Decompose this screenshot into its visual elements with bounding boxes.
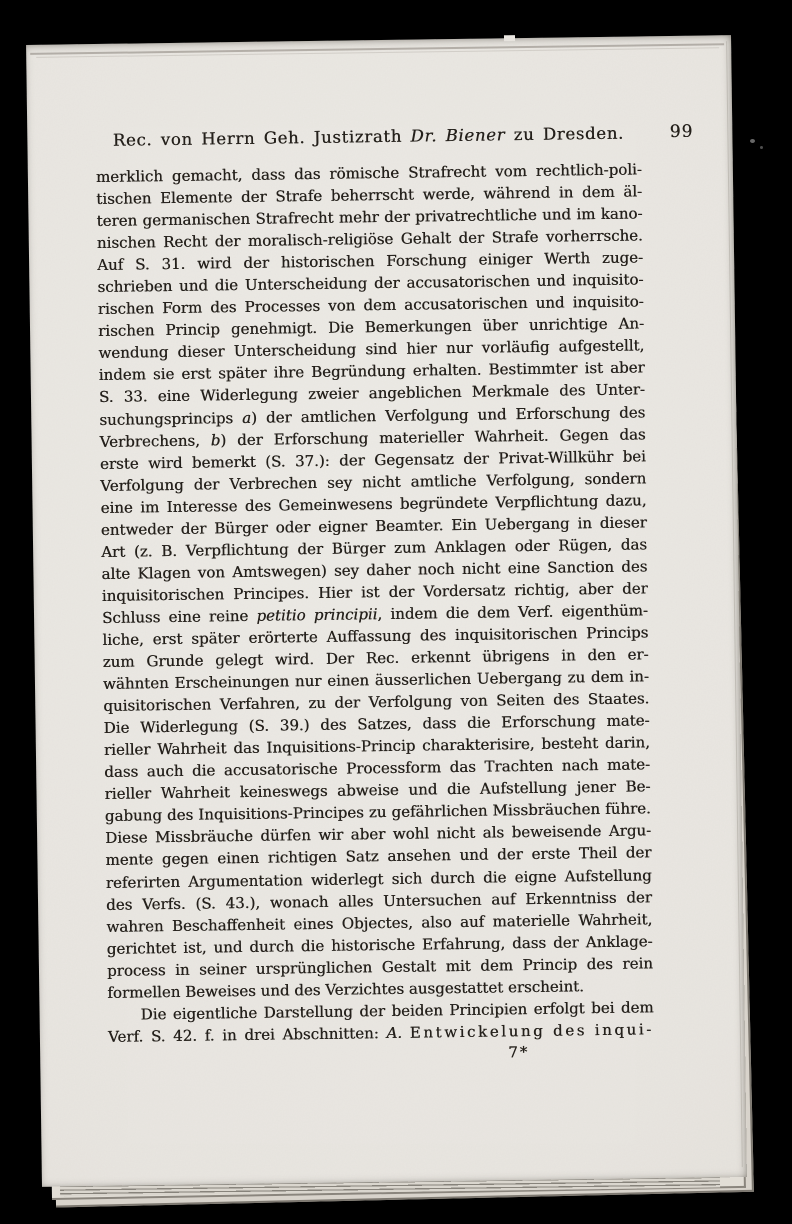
text-line: teren germanischen Strafrecht mehr der privatrechtliche und im kano- (96, 204, 643, 231)
header-title (95, 123, 641, 150)
text-line: dass auch die accusatorische Processform das Trachten nach mate- (104, 755, 651, 782)
header-title-part2: zu Dresden. (505, 123, 625, 145)
body-text (96, 160, 654, 1049)
text-line: Verfolgung der Verbrechen sey nicht amtliche Verfolgung, sondern (100, 469, 647, 495)
text-line: Auf S. 31. wird der historischen Forschung einiger Werth zuge- (97, 248, 644, 275)
text-line: Diese Missbräuche dürfen wir aber wohl nicht als beweisende Argu- (105, 821, 652, 848)
text-line: mente gegen einen richtigen Satz ansehen und der erste Theil der (105, 843, 652, 870)
header-title-part1: Rec. von Herrn Geh. Justizrath (112, 126, 411, 150)
text-line: eine im Interesse des Gemeinwesens begründete Verpflichtung dazu, (100, 491, 647, 517)
text-line: Schluss eine reine petitio principii, indem die dem Verf. eigenthüm- (101, 601, 649, 627)
text-line: inquisitorischen Principes. Hier ist der Vordersatz richtig, aber der (101, 579, 648, 605)
text-line: des Verfs. (S. 43.), wonach alles Untersuchen auf Erkenntniss der (105, 887, 653, 914)
page-number: 99 (669, 121, 694, 142)
text-line: Verf. S. 42. f. in drei Abschnitten: A. Entwickelung des inqui- (107, 1020, 654, 1046)
text-line: rischen Form des Processes von dem accusatorischen und inquisito- (97, 292, 644, 319)
paper-notch (504, 35, 515, 41)
text-line: Die eigentliche Darstellung der beiden Principien erfolgt bei dem (140, 998, 654, 1024)
text-line: rieller Wahrheit keineswegs abweise und die Aufstellung jener Be- (104, 777, 651, 804)
text-line: gabung des Inquisitions-Principes zu gefährlichen Missbräuchen führe. (104, 799, 651, 826)
text-line: Verbrechens, b) der Erforschung materieller Wahrheit. Gegen das (99, 424, 646, 451)
text-line: S. 33. eine Widerlegung zweier angeblichen Merkmale des Unter- (98, 380, 646, 407)
signature-mark: 7* (508, 1043, 530, 1062)
book-page (26, 35, 747, 1187)
text-line: wähnten Erscheinungen nur einen äusserlichen Uebergang zu dem in- (102, 667, 649, 694)
text-line: tischen Elemente der Strafe beherrscht werde, während in dem äl- (96, 182, 643, 209)
text-line: formellen Beweises und des Verzichtes ausgestattet erscheint. (107, 977, 584, 1002)
header-author-name: Dr. Biener (410, 125, 506, 146)
text-line: wendung dieser Unterscheidung sind hier nur vorläufig aufgestellt, (98, 336, 645, 363)
text-line: suchungsprincips a) der amtlichen Verfolgung und Erforschung des (99, 402, 646, 429)
text-line: referirten Argumentation widerlegt sich durch die eigne Aufstellung (105, 865, 652, 892)
text-line: nischen Recht der moralisch-religiöse Gehalt der Strafe vorherrsche. (96, 226, 643, 253)
text-line: alte Klagen von Amtswegen) sey daher noch nicht eine Sanction des (101, 557, 648, 583)
text-line: rischen Princip genehmigt. Die Bemerkungen über unrichtige An- (97, 314, 645, 341)
dust-speck (750, 139, 755, 143)
text-line: indem sie erst später ihre Begründung erhalten. Bestimmter ist aber (98, 358, 645, 385)
text-line: liche, erst später erörterte Auffassung des inquisitorischen Princips (102, 623, 649, 649)
text-line: zum Grunde gelegt wird. Der Rec. erkennt übrigens in den er- (102, 645, 649, 671)
text-line: gerichtet ist, und durch die historische Erfahrung, dass der Anklage- (106, 931, 653, 958)
dust-speck (760, 146, 763, 149)
text-line: Art (z. B. Verpflichtung der Bürger zum Anklagen oder Rügen, das (101, 535, 648, 561)
running-header (95, 123, 693, 155)
text-line: quisitorischen Verfahren, zu der Verfolgung von Seiten des Staates. (103, 689, 650, 716)
text-line: rieller Wahrheit das Inquisitions-Princip charakterisire, besteht darin, (103, 733, 650, 760)
text-line: entweder der Bürger oder eigner Beamter. Ein Uebergang in dieser (100, 513, 647, 539)
text-line: Die Widerlegung (S. 39.) des Satzes, dass die Erforschung mate- (103, 711, 650, 738)
text-line: erste wird bemerkt (S. 37.): der Gegensatz der Privat-Willkühr bei (99, 446, 646, 473)
text-line: schrieben und die Unterscheidung der accusatorischen und inquisito- (97, 270, 644, 297)
text-line: wahren Beschaffenheit eines Objectes, also auf materielle Wahrheit, (106, 909, 653, 936)
text-line: merklich gemacht, dass das römische Strafrecht vom rechtlich-poli- (95, 160, 642, 187)
text-line: process in seiner ursprünglichen Gestalt mit dem Princip des rein (106, 954, 653, 980)
